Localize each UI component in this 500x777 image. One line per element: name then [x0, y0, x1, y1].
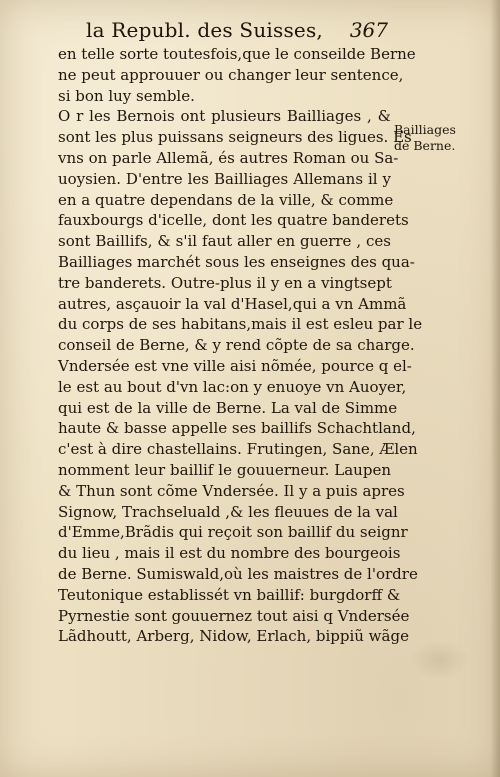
running-title: la Republ. des Suisses, [86, 18, 323, 42]
text-line: Pyrnestie sont gouuernez tout aisi q Vndersée [58, 606, 410, 625]
text-line: conseil de Berne, & y rend cõpte de sa charge. [58, 336, 415, 355]
text-line: d'Emme,Brãdis qui reçoit son baillif du seignr [58, 523, 408, 542]
ink-bleed-through [410, 640, 470, 680]
running-head [58, 18, 388, 46]
body-text [58, 44, 423, 647]
text-line: Teutonique establissét vn baillif: burgdorff & [58, 585, 401, 604]
text-line: sont les plus puissans seigneurs des ligues. Es [58, 128, 412, 147]
margin-note-line: de Berne. [394, 138, 456, 153]
text-line: de Berne. Sumiswald,où les maistres de l'ordre [58, 564, 418, 583]
text-line: ne peut approuuer ou changer leur sentence, [58, 65, 404, 84]
text-line: si bon luy semble. [58, 86, 195, 105]
text-line: tre banderets. Outre-plus il y en a vingtsept [58, 273, 392, 292]
text-line: sont Baillifs, & s'il faut aller en guerre , ces [58, 232, 391, 251]
text-line: Vndersée est vne ville aisi nõmée, pource q el- [58, 356, 412, 375]
text-line: du corps de ses habitans,mais il est esleu par le [58, 315, 423, 334]
page-number: 367 [349, 18, 388, 42]
text-line: qui est de la ville de Berne. La val de Simme [58, 398, 398, 417]
page-edge-shadow [490, 0, 500, 777]
text-line: en telle sorte toutesfois,que le conseilde Berne [58, 45, 416, 63]
text-line: en a quatre dependans de la ville, & comme [58, 190, 394, 209]
text-line: vns on parle Allemã, és autres Roman ou Sa- [58, 148, 399, 167]
text-line: c'est à dire chastellains. Frutingen, Sane, Ælen [58, 440, 418, 459]
text-line: autres, asçauoir la val d'Hasel,qui a vn Ammã [58, 294, 407, 313]
text-line: uoysien. D'entre les Bailliages Allemans il y [58, 169, 391, 188]
text-line: Bailliages marchét sous les enseignes des qua- [58, 252, 415, 271]
text-line: & Thun sont cõme Vndersée. Il y a puis apres [58, 481, 405, 500]
text-line: du lieu , mais il est du nombre des bourgeois [58, 544, 401, 563]
text-line: haute & basse appelle ses baillifs Schachtland, [58, 419, 416, 438]
text-line: O r les Bernois ont plusieurs Bailliages , & [58, 107, 391, 126]
margin-note-line: Bailliages [394, 122, 456, 137]
text-line: Lãdhoutt, Arberg, Nidow, Erlach, bippiũ wãge [58, 627, 409, 646]
text-line: fauxbourgs d'icelle, dont les quatre banderets [58, 211, 409, 230]
text-line: Signow, Trachseluald ,& les fleuues de la val [58, 502, 398, 521]
text-line: le est au bout d'vn lac:on y enuoye vn Auoyer, [58, 377, 407, 396]
text-line: nomment leur baillif le gouuerneur. Laupen [58, 460, 391, 479]
